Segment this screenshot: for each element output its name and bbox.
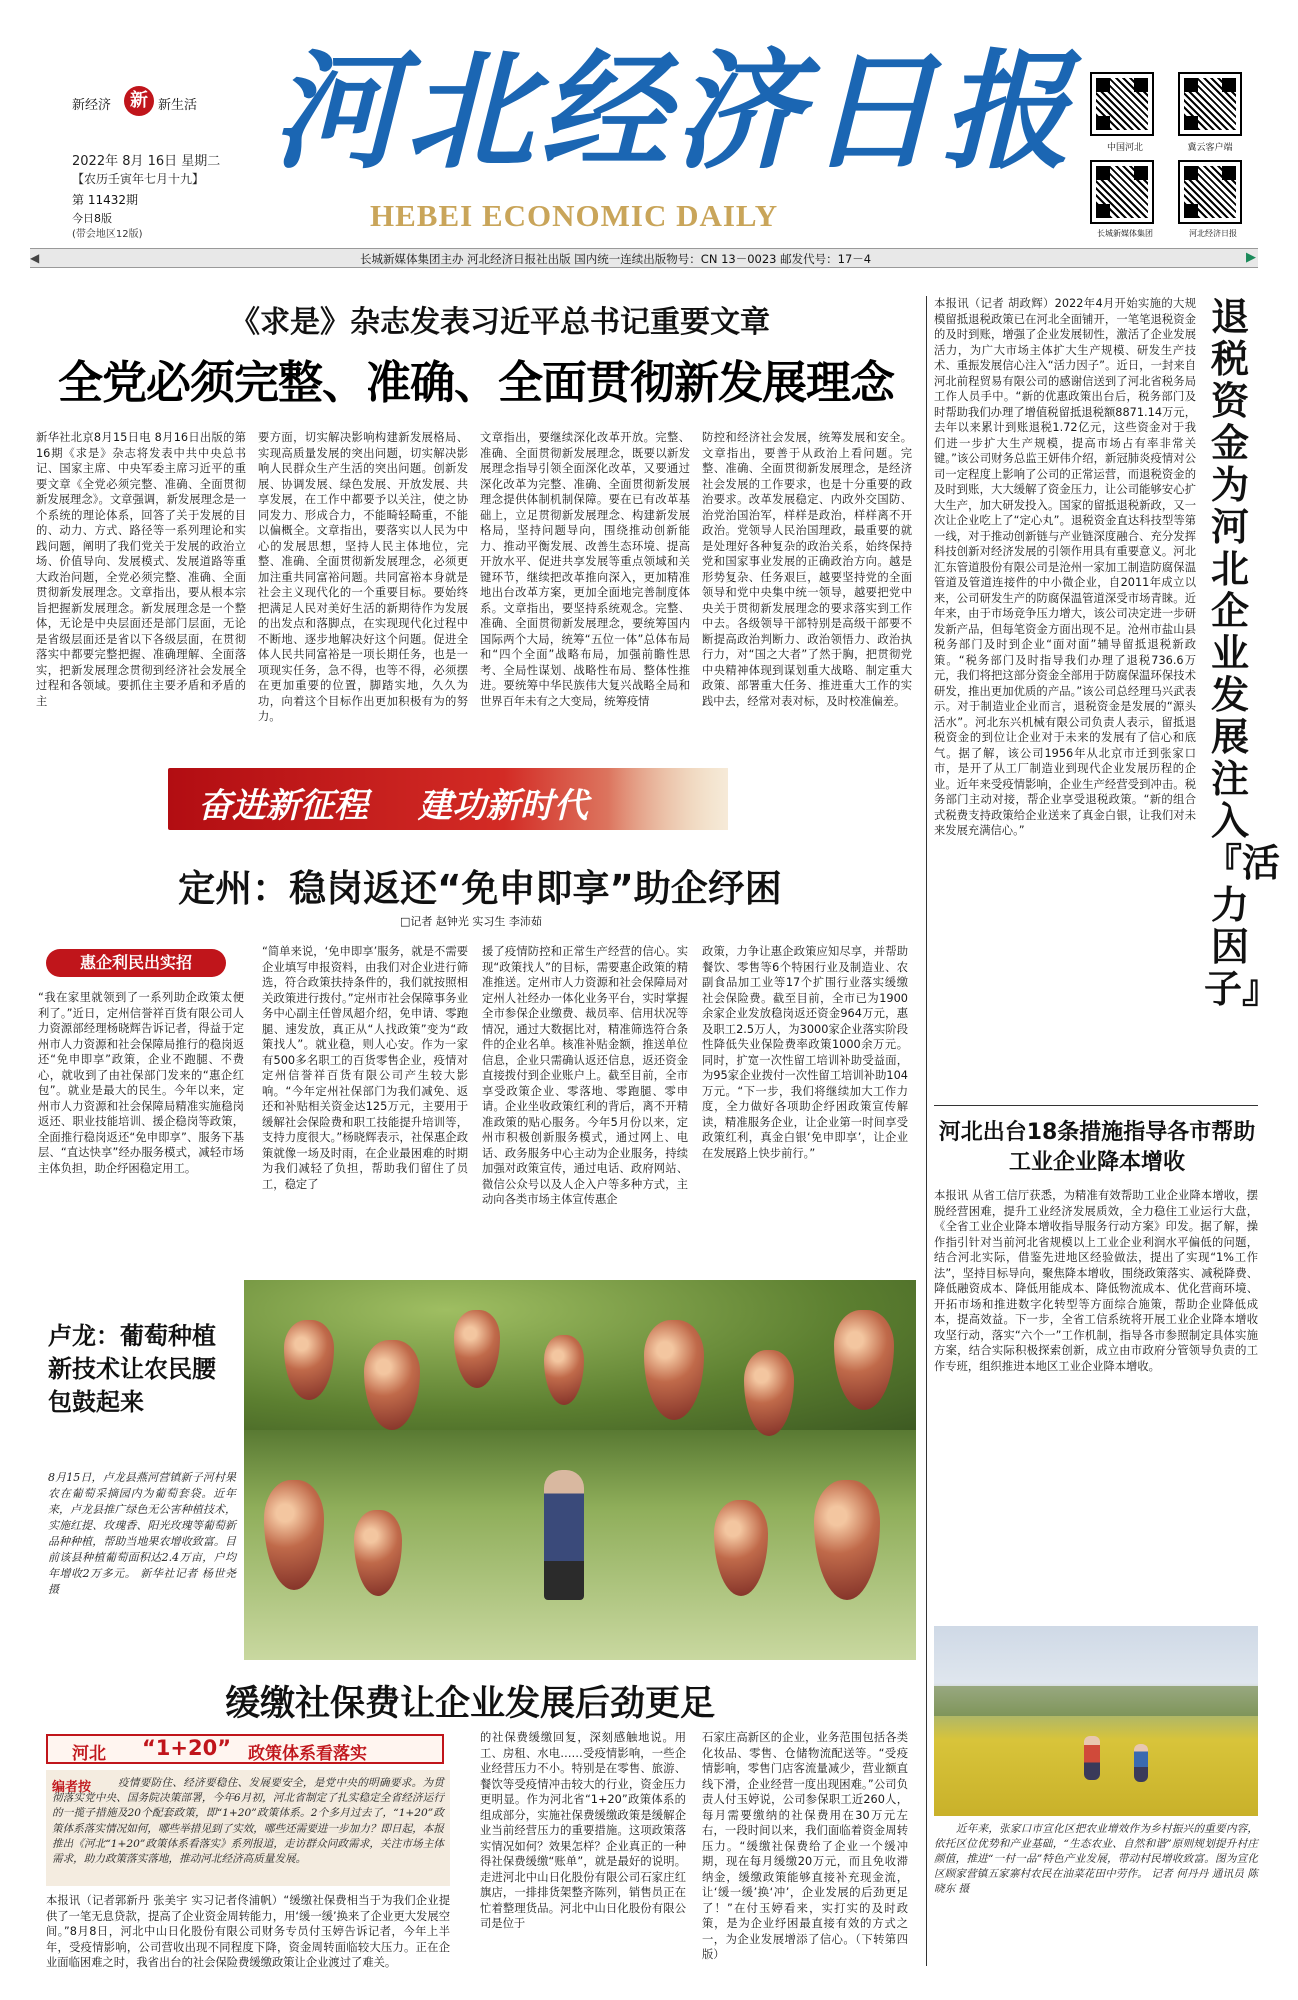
editor-label: 编者按	[52, 1780, 92, 1795]
right-col2-text: 本报讯 从省工信厅获悉，为精准有效帮助工业企业降本增收，摆脱经营困难，提升工业经济发展质效，全力稳住工业运行大盘，《全省工业企业降本增收指导服务行动方案》印发。据了解，操作指引针对当前河北省规模以上工业企业利润水平偏低的问题，结合河北实际，借鉴先进地区经验做法，提出了实现“1%工作法”，坚持目标导向，聚焦降本增收，围绕政策落实、减税降费、降低融资成本、降低用能成本、降低物流成本、优化营商环境、开拓市场和推进数字化转型等方面综合施策，帮助企业降低成本，提高效益。下一步，全省工信系统将开展工业企业降本增收攻坚行动，落实“六个一”工作机制，指导各市参照制定具体实施方案，结合实际积极探索创新，成立由市政府分管领导负责的工作专班，组织推进本地区工业企业降本增收。	[934, 1189, 1258, 1373]
section-rule	[934, 1105, 1258, 1106]
grapes-photo	[244, 1280, 916, 1660]
field-photo-caption: 近年来，张家口市宣化区把农业增效作为乡村振兴的重要内容，依托区位优势和产业基础，“生态农业、自然和谐”原则规划提升村庄颜值，推进“一村一品”特色产业发展，带动村民增收致富。图为宣化区顾家营镇五家寨村农民在油菜花田中劳作。 记者 何丹丹 通讯员 陈晓东 摄	[934, 1823, 1258, 1895]
farmer-figure	[544, 1470, 584, 1600]
right-headline2: 河北出台18条措施指导各市帮助工业企业降本增收	[938, 1120, 1256, 1175]
story3-col: 石家庄高新区的企业，业务范围包括各类化妆品、零售、仓储物流配送等。“受疫情影响，零售门店客流量减少，营业额直线下滑，企业经营一度出现困难。”公司负责人付玉婷说，公司参保职工近260人，每月需要缴纳的社保费用在30万元左右，一段时间以来，我们面临着资金周转压力。“缓缴社保费给了企业一个缓冲期，现在每月缓缴20万元，而且免收滞纳金，缓缴政策能够直接补充现金流，让‘缓一缓’换‘冲’，企业发展的后劲更足了！”在付玉婷看来，实打实的及时政策，是为企业纾困最直接有效的方式之一，为企业发展增添了信心。（下转第四版）	[702, 1731, 908, 1961]
editor-note-box	[46, 1770, 450, 1886]
slogan-seal: 新	[124, 86, 154, 116]
lead-kicker: 《求是》杂志发表习近平总书记重要文章	[230, 305, 770, 340]
farmer-figure	[1134, 1744, 1148, 1782]
lead-headline: 全党必须完整、准确、全面贯彻新发展理念	[57, 356, 894, 409]
qr-code[interactable]	[1090, 160, 1154, 224]
qr-label: 长城新媒体集团	[1097, 229, 1153, 238]
info-bar-arrow-left: ◀	[30, 251, 40, 265]
qr-label: 河北经济日报	[1189, 229, 1237, 238]
grape-cluster	[264, 1480, 324, 1590]
lead-col: 新华社北京8月15日电 8月16日出版的第16期《求是》杂志将发表中共中央总书记、国家主席、中央军委主席习近平的重要文章《全党必须完整、准确、全面贯彻新发展理念》。文章强调，新发展理念是一个系统的理论体系，回答了关于发展的目的、动力、方式、路径等一系列理论和实践问题，阐明了我们党关于发展的政治立场、价值导向、发展模式、发展道路等重大政治问题，全党必须完整、准确、全面贯彻新发展理念。文章指出，要从根本宗旨把握新发展理念。新发展理念是一个整体，无论是中央层面还是部门层面，无论是省级层面还是省以下各级层面，在贯彻落实中都要完整把握、准确理解、全面落实，把新发展理念贯彻到经济社会发展全过程和各领域。要抓住主要矛盾和矛盾的主	[36, 431, 246, 708]
story2-col: “我在家里就领到了一系列助企政策太便利了。”近日，定州信誉祥百货有限公司人力资源部经理杨晓辉告诉记者，得益于定州市人力资源和社会保障局推行的稳岗返还“免申即享”政策，企业不跑腿、不费心，就收到了由社保部门发来的“惠企红包”。就业是最大的民生。今年以来，定州市人力资源和社会保障局精准实施稳岗返还、职业技能培训、援企稳岗等政策，全面推行稳岗返还“免申即享”、服务下基层、“直达快享”经办服务模式，减轻市场主体负担，助企纾困稳定用工。	[38, 991, 244, 1175]
right-headline: 退税资金为河北企业发展注入『活力因子』	[1204, 294, 1281, 1011]
qr-code[interactable]	[1090, 72, 1154, 136]
slogan-right: 新生活	[158, 98, 198, 113]
column-rule	[926, 296, 927, 1966]
story2-byline: □记者 赵钟光 实习生 李沛茹	[400, 915, 542, 928]
masthead-lunar: 【农历壬寅年七月十九】	[72, 172, 205, 186]
field-photo	[934, 1626, 1258, 1816]
grape-cluster	[354, 1510, 402, 1596]
lead-col: 要方面，切实解决影响构建新发展格局、实现高质量发展的突出问题，切实解决影响人民群众生产生活的突出问题。创新发展、协调发展、绿色发展、开放发展、共享发展，在工作中都要予以关注，使之协同发力、形成合力，不能畸轻畸重，不能以偏概全。文章指出，要落实以人民为中心的发展思想，坚持人民主体地位，完整、准确、全面贯彻新发展理念，必须更加注重共同富裕问题。共同富裕本身就是社会主义现代化的一个重要目标。要始终把满足人民对美好生活的新期待作为发展的出发点和落脚点，在实现现代化过程中不断地、逐步地解决好这个问题。促进全体人民共同富裕是一项长期任务，也是一项现实任务，急不得，也等不得，必须摆在更加重要的位置，脚踏实地，久久为功，向着这个目标作出更加积极有为的努力。	[258, 431, 468, 723]
grapes-box	[36, 1280, 916, 1660]
story2-col: 政策，力争让惠企政策应知尽享，并帮助餐饮、零售等6个特困行业及制造业、农副食品加工业等17个扩围行业落实缓缴社会保险费。截至目前，全市已为1900余家企业发放稳岗返还资金964万元，惠及职工2.5万人，为3000家企业落实阶段性降低失业保险费率政策1000余万元。同时，扩宽一次性留工培训补助受益面，为95家企业拨付一次性留工培训补助104万元。“下一步，我们将继续加大工作力度，全力做好各项助企纾困政策宣传解读，精准服务企业，让企业第一时间享受政策红利，真金白银‘免申即享’，让企业在发展路上快步前行。”	[702, 945, 908, 1160]
masthead-edition: 今日8版	[72, 212, 112, 225]
farmer-figure	[1084, 1736, 1100, 1780]
qr-label: 中国河北	[1106, 143, 1143, 153]
qr-label: 冀云客户端	[1187, 143, 1233, 153]
qr-code[interactable]	[1178, 72, 1242, 136]
campaign-banner	[168, 768, 728, 830]
lead-col: 文章指出，要继续深化改革开放。完整、准确、全面贯彻新发展理念，既要以新发展理念指导引领全面深化改革，又要通过深化改革为完整、准确、全面贯彻新发展理念提供体制机制保障。要在已有改革基础上，立足贯彻新发展理念、构建新发展格局，坚持问题导向，围绕推动创新能力、推动平衡发展、改善生态环境、提高开放水平、促进共享发展等重点领域和关键环节，继续把改革推向深入，更加精准地出台改革方案，更加全面地完善制度体系。文章指出，要坚持系统观念。完整、准确、全面贯彻新发展理念，要统筹国内国际两个大局，统筹“五位一体”总体布局和“四个全面”战略布局，加强前瞻性思考、全局性谋划、战略性布局、整体性推进。要统筹中华民族伟大复兴战略全局和世界百年未有之大变局，统筹疫情	[480, 431, 690, 708]
slogan-left: 新经济	[72, 98, 112, 113]
story2-headline: 定州：稳岗返还“免申即享”助企纾困	[178, 867, 782, 910]
banner-text-b: 建功新时代	[418, 786, 588, 826]
newspaper-title: 河北经济日报	[272, 37, 1077, 187]
grape-cluster	[714, 1500, 768, 1596]
masthead	[0, 0, 1298, 266]
story3-headline: 缓缴社保费让企业发展后劲更足	[224, 1683, 715, 1724]
story3-tag-c: 政策体系看落实	[248, 1744, 367, 1764]
info-bar-arrow-right: ▶	[1246, 250, 1256, 265]
info-bar	[30, 248, 1258, 268]
story3-tag	[46, 1734, 444, 1764]
story2-col: “简单来说，‘免申即享’服务，就是不需要企业填写申报资料，由我们对企业进行筛选，符合政策扶持条件的，我们就按照相关政策进行拨付。”定州市社会保障事务业务中心副主任曾凤超介绍，免申请、零跑腿、速发放，真正从“人找政策”变为“政策找人”。就业稳，则人心安。作为一家有500多名职工的百货零售企业，疫情对定州信誉祥百货有限公司产生较大影响。“今年定州社保部门为我们减免、返还和补贴相关资金达125万元，主要用于缓解社会保险费和职工技能提升培训等，支持力度很大。”杨晓辉表示，社保惠企政策就像一场及时雨，在企业最困难的时期为我们减轻了负担，帮助我们留住了员工，稳定了	[262, 945, 468, 1191]
masthead-issue: 第 11432期	[72, 193, 138, 207]
qr-code[interactable]	[1178, 160, 1242, 224]
newspaper-title-en: HEBEI ECONOMIC DAILY	[370, 198, 779, 233]
grapes-headline: 卢龙：葡萄种植新技术让农民腰包鼓起来	[48, 1322, 216, 1416]
banner-text-a: 奋进新征程	[198, 786, 368, 826]
masthead-edition-note: (带会地区12版)	[72, 229, 143, 240]
grapes-text-panel	[36, 1280, 244, 1660]
editor-note: 疫情要防住、经济要稳住、发展要安全，是党中央的明确要求。为贯彻落实党中央、国务院决策部署，今年6月初，河北省制定了扎实稳定全省经济运行的一揽子措施及20个配套政策，即“1+20”政策体系。2个多月过去了，“1+20”政策体系落实情况如何，哪些举措见到了实效，哪些还需要进一步加力？即日起，本报推出《河北“1+20”政策体系看落实》系列报道，走访群众问政需求，关注市场主体需求，助力政策落实落地，推动河北经济高质量发展。	[52, 1777, 444, 1866]
banner-decoration	[608, 768, 728, 830]
right-col-text: 本报讯（记者 胡政辉）2022年4月开始实施的大规模留抵退税政策已在河北全面铺开，一笔笔退税资金的及时到账，增强了企业发展韧性，激活了企业发展活力，为广大市场主体扩大生产规模、研发生产技术、重振发展信心注入“活力因子”。近日，一封来自河北前程贸易有限公司的感谢信送到了河北省税务局工作人员手中。“新的优惠政策出台后，税务部门及时帮助我们办理了增值税留抵退税额8871.14万元，去年以来累计到账退税1.72亿元，这些资金对于我们进一步扩大生产规模，提高市场占有率非常关键。”该公司财务总监王妍伟介绍，新冠肺炎疫情对公司一定程度上影响了公司的正常运营，而退税资金的及时到账，大大缓解了资金压力，让公司能够安心扩大生产，加大研发投入。国家的留抵退税新政，又一次让企业吃上了“定心丸”。退税资金直达科技型等第一线，对于推动创新链与产业链深度融合、充分发挥科技创新对经济发展的引领作用具有重要意义。河北汇东管道股份有限公司是沧州一家加工制造防腐保温管道及管道连接件的中小微企业，自2011年成立以来，公司研发生产的防腐保温管道深受市场青睐。近年来，由于市场竞争压力增大，该公司决定进一步研发新产品，但每笔资金方面出现不足。沧州市盐山县税务部门及时到企业“面对面”辅导留抵退税新政策。“税务部门及时指导我们办理了退税736.6万元，我们将把这部分资金全部用于防腐保温环保技术研发，推出更加优质的产品。”该公司总经理马兴武表示。对于制造业企业而言，退税资金是发展的“源头活水”。河北东兴机械有限公司负责人表示，留抵退税资金的到位让企业对于未来的发展有了信心和底气。据了解，该公司1956年从北京市迁到张家口市，是开了从工厂制造业到现代企业发展历程的企业。近年来受疫情影响，企业生产经营受到冲击。税务部门主动对接，帮企业享受退税政策。“新的组合式税费支持政策给企业送来了真金白银，让我们对未来发展充满信心。”	[934, 297, 1196, 837]
story3-col: 的社保费缓缴回复，深刻感触地说。用工、房租、水电……受疫情影响，一些企业经营压力不小。特别是在零售、旅游、餐饮等受疫情冲击较大的行业，资金压力更明显。作为河北省“1+20”政策体系的组成部分，实施社保费缓缴政策是缓解企业当前经营压力的重要措施。这项政策落实情况如何？效果怎样？企业真正的一种得社保费缓缴“账单”，就是最好的说明。走进河北中山日化股份有限公司石家庄红旗店，一排排货架整齐陈列，销售员正在忙着整理货品。河北中山日化股份有限公司是位于	[480, 1731, 686, 1930]
slogan	[72, 86, 222, 126]
info-bar-text: 长城新媒体集团主办 河北经济日报社出版 国内统一连续出版物号：CN 13－0023 邮发代号：17－4	[360, 252, 872, 266]
lead-col: 防控和经济社会发展，统筹发展和安全。文章指出，要善于从政治上看问题。完整、准确、全面贯彻新发展理念，是经济社会发展的工作要求，也是十分重要的政治要求。改革发展稳定、内政外交国防、治党治国治军，样样是政治，样样离不开政治。党领导人民治国理政，最重要的就是处理好各种复杂的政治关系，始终保持党和国家事业发展的正确政治方向。越是形势复杂、任务艰巨，越要坚持党的全面领导和党中央集中统一领导，越要把党中央关于贯彻新发展理念的要求落实到工作中去。各级领导干部特别是高级干部要不断提高政治判断力、政治领悟力、政治执行力，对“国之大者”了然于胸，把贯彻党中央精神体现到谋划重大战略、制定重大政策、部署重大任务、推进重大工作的实践中去，经常对表对标，及时校准偏差。	[702, 431, 912, 708]
masthead-date: 2022年 8月 16日 星期二	[72, 154, 221, 169]
story2-tag: 惠企利民出实招	[46, 949, 226, 977]
story3-tag-b: “1+20”	[142, 1736, 232, 1760]
grapes-caption: 8月15日，卢龙县燕河营镇新子河村果农在葡萄采摘园内为葡萄套袋。近年来，卢龙县推广绿色无公害种植技术，实施红提、玫瑰香、阳光玫瑰等葡萄新品种种植，帮助当地果农增收致富。目前该县种植葡萄面积达2.4万亩，户均年增收2万多元。 新华社记者 杨世尧 摄	[48, 1471, 236, 1596]
grape-cluster	[814, 1480, 880, 1600]
story2-col: 援了疫情防控和正常生产经营的信心。实现“政策找人”的目标，需要惠企政策的精准推送。定州市人力资源和社会保障局对定州人社经办一体化业务平台，实时掌握全市参保企业缴费、裁员率、信用状况等情况，通过大数据比对，精准筛选符合条件的企业名单。核准补贴金额，推送单位信息，企业只需确认返还信息，返还资金直接拨付到企业账户上。截至目前，全市享受政策企业、零落地、零跑腿、零申请。企业坐收政策红利的背后，离不开精准政策的贴心服务。今年5月份以来，定州市积极创新服务模式，通过网上、电话、政务服务中心主动为企业服务，持续加强对政策宣传，通过电话、政府网站、微信公众号以及人企入户等多种方式，主动向各类市场主体宣传惠企	[482, 945, 688, 1206]
story3-col: 本报讯（记者郭新丹 张美宇 实习记者佟浦帆）“缓缴社保费相当于为我们企业提供了一笔无息贷款，提高了企业资金周转能力，用‘缓一缓’换来了企业更大发展空间。”8月8日，河北中山日化股份有限公司财务专员付玉婷告诉记者，今年上半年，受疫情影响，公司营收出现不同程度下降，资金周转面临较大压力。正在企业面临困难之时，我省出台的社会保险费缓缴政策让企业渡过了难关。	[46, 1894, 450, 1969]
story3-tag-a: 河北	[72, 1744, 106, 1764]
